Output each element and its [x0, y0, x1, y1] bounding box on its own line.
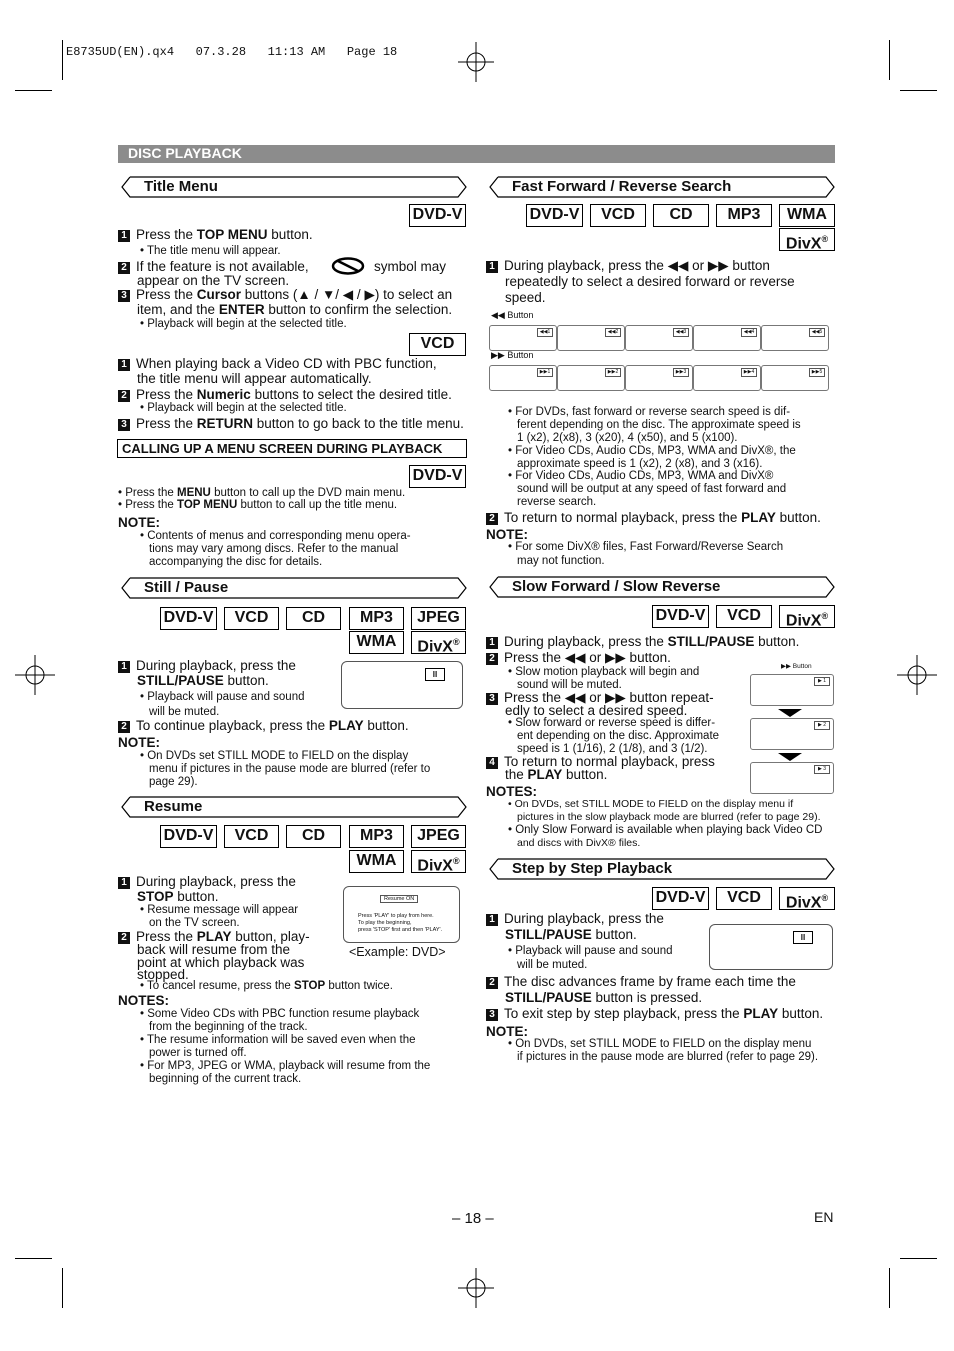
badge-jpeg: JPEG — [411, 825, 466, 848]
forward-frame — [761, 365, 829, 391]
print-header: E8735UD(EN).qx4 07.3.28 11:13 AM Page 18 — [66, 45, 398, 59]
step-number: 1 — [486, 914, 498, 926]
bullet — [140, 980, 393, 993]
text: STOP — [137, 889, 174, 904]
frame-indicator: ◀◀3 — [673, 328, 689, 337]
reverse-frame — [761, 325, 829, 351]
still-pause-heading — [118, 577, 467, 599]
frame-indicator: ▶▶5 — [809, 368, 825, 377]
badge-mp3: MP3 — [349, 825, 404, 848]
text: STILL/PAUSE — [137, 673, 224, 688]
step-number: 3 — [118, 290, 130, 302]
bullet: • For DVDs, fast forward or reverse search speed is dif- — [508, 406, 791, 418]
heading-text: Resume — [144, 798, 203, 815]
text: button to call up the title menu. — [237, 499, 398, 511]
note-label — [486, 527, 528, 542]
text: Press the ◀◀ or ▶▶ button. — [504, 650, 671, 665]
frame-indicator: ▶▶3 — [673, 368, 689, 377]
text: speed. — [505, 290, 546, 305]
step — [118, 356, 437, 371]
badge-vcd: VCD — [716, 887, 772, 910]
badge-divx — [779, 605, 835, 628]
step-number: 2 — [486, 653, 498, 665]
text: button to call up the DVD main menu. — [210, 487, 406, 499]
section-bar — [118, 145, 835, 163]
registration-mark — [15, 655, 55, 695]
text: will be muted. — [517, 959, 588, 971]
bullet: • Resume message will appear — [140, 904, 299, 916]
text: DivX — [417, 857, 453, 875]
text: back will resume from the — [137, 942, 291, 957]
text: the — [505, 767, 528, 782]
text: if pictures in the pause mode are blurred (refer to page 29). — [517, 1051, 819, 1063]
step-number: 1 — [118, 230, 130, 242]
text: If the feature is not available, — [136, 259, 309, 274]
badge-divx — [411, 850, 466, 873]
resume-on-label: Resume ON — [380, 895, 418, 903]
text: pictures in the slow playback mode are blurred (refer to page 29). — [517, 811, 821, 823]
resume-heading — [118, 796, 467, 818]
step — [118, 874, 296, 889]
crop-mark — [15, 90, 52, 91]
text: from the beginning of the track. — [149, 1021, 308, 1033]
text: Numeric — [196, 387, 251, 402]
text: • Press the — [118, 499, 177, 511]
text: Press the — [136, 387, 197, 402]
text: buttons to select the desired title. — [250, 387, 452, 402]
notes-label — [486, 784, 537, 799]
text: ® — [452, 856, 460, 866]
text: button is pressed. — [591, 990, 703, 1005]
text: TOP MENU — [177, 499, 238, 511]
text: RETURN — [196, 416, 254, 431]
text: button. — [363, 718, 409, 733]
page-number: – 18 – — [452, 1210, 494, 1227]
reverse-frame — [693, 325, 761, 351]
section-title: DISC PLAYBACK — [128, 145, 242, 161]
step — [118, 227, 313, 242]
bullet: • On DVDs, set STILL MODE to FIELD on the display menu — [508, 1038, 812, 1050]
badge-wma: WMA — [349, 850, 404, 873]
bullet: • The title menu will appear. — [140, 245, 281, 257]
text: the title menu will appear automatically. — [137, 371, 372, 386]
bullet: • Slow forward or reverse speed is differ- — [508, 717, 716, 729]
note-label — [486, 1024, 528, 1039]
reverse-frame — [489, 325, 557, 351]
step — [118, 259, 309, 274]
slow-heading — [486, 576, 835, 598]
text: appear on the TV screen. — [137, 273, 290, 288]
bullet: • On DVDs set STILL MODE to FIELD on the display — [140, 750, 409, 762]
frame-indicator: ▶ 1 — [814, 677, 830, 686]
text — [505, 990, 702, 1005]
frame-indicator: ▶ 2 — [814, 721, 830, 730]
slow-frame — [750, 674, 834, 706]
pause-icon: II — [793, 931, 813, 944]
text: ferent depending on the disc. The approximate speed is — [517, 419, 801, 431]
heading-text: Slow Forward / Slow Reverse — [512, 578, 721, 595]
text — [137, 889, 219, 904]
text: button twice. — [325, 980, 393, 992]
text: To return to normal playback, press — [504, 754, 715, 769]
bullet: • Contents of menus and corresponding menu opera- — [140, 530, 411, 542]
text: stopped. — [137, 967, 189, 982]
text: approximate speed is 1 (x2), 2 (x8), and 3 (x16). — [517, 458, 763, 470]
badge-mp3: MP3 — [716, 204, 772, 227]
frame-indicator: ▶▶1 — [537, 368, 553, 377]
text: symbol may — [374, 259, 447, 274]
badge-vcd: VCD — [224, 825, 279, 848]
text: STILL/PAUSE — [505, 927, 592, 942]
text: reverse search. — [517, 496, 597, 508]
text: NOTE: — [486, 1024, 528, 1039]
registration-mark — [458, 1268, 494, 1308]
step-number: 1 — [486, 261, 498, 273]
heading-text: Still / Pause — [144, 579, 229, 596]
badge-cd: CD — [286, 607, 341, 630]
step-number: 3 — [118, 419, 130, 431]
slow-frame — [750, 718, 834, 750]
text: button. — [562, 767, 608, 782]
note-label — [118, 515, 160, 530]
bullet: • Playback will pause and sound — [508, 945, 673, 957]
text: STOP — [294, 980, 326, 992]
frame-indicator: ◀◀5 — [809, 328, 825, 337]
badge-cd: CD — [286, 825, 341, 848]
badge-vcd: VCD — [224, 607, 279, 630]
text: When playing back a Video CD with PBC function, — [136, 356, 437, 371]
bullet: • For some DivX® files, Fast Forward/Reverse Search — [508, 541, 784, 553]
step — [118, 658, 296, 673]
frame-indicator: ◀◀2 — [605, 328, 621, 337]
screen-text: To play the beginning, — [358, 920, 412, 926]
text: button. — [267, 227, 313, 242]
reverse-frame — [557, 325, 625, 351]
text: DivX — [417, 638, 453, 656]
step-number: 2 — [486, 977, 498, 989]
step-number: 3 — [486, 1009, 498, 1021]
text: To return to normal playback, press the — [504, 510, 742, 525]
step-number: 2 — [118, 932, 130, 944]
badge-vcd: VCD — [590, 204, 646, 227]
text: ent depending on the disc. Approximate — [517, 730, 720, 742]
title-menu-heading — [118, 176, 467, 198]
bullet: • Playback will begin at the selected title. — [140, 402, 347, 414]
bullet — [118, 499, 397, 512]
text: item, and the — [137, 302, 219, 317]
badge-wma: WMA — [349, 631, 404, 654]
step — [118, 387, 452, 402]
frame-indicator: ▶▶2 — [605, 368, 621, 377]
bullet: • The resume information will be saved even when the — [140, 1034, 416, 1046]
frame-indicator: ▶▶4 — [741, 368, 757, 377]
step — [486, 650, 671, 665]
step — [486, 510, 821, 525]
bullet: • Playback will pause and sound — [140, 691, 305, 703]
text: accompanying the disc for details. — [149, 556, 323, 568]
text: DivX — [785, 894, 822, 912]
text: button. — [754, 634, 800, 649]
forward-button-label: ▶▶ Button — [781, 663, 812, 670]
step — [486, 974, 796, 989]
crop-mark — [15, 1258, 52, 1259]
step-number: 2 — [118, 262, 130, 274]
step-number: 1 — [118, 877, 130, 889]
text — [137, 673, 269, 688]
registration-mark — [897, 655, 937, 695]
crop-mark — [900, 1258, 937, 1259]
text: on the TV screen. — [149, 917, 240, 929]
bullet: • On DVDs, set STILL MODE to FIELD on the display menu if — [508, 798, 794, 810]
forward-frame — [489, 365, 557, 391]
badge-divx — [411, 631, 466, 654]
text — [505, 767, 607, 782]
text: buttons (▲ / ▼/ ◀ / ▶) to select an — [241, 287, 453, 302]
text: NOTE: — [486, 527, 528, 542]
crop-mark — [889, 40, 890, 80]
text: point at which playback was — [137, 955, 305, 970]
crop-mark — [62, 40, 63, 80]
text: sound will be muted. — [517, 679, 622, 691]
text: may not function. — [517, 555, 605, 567]
step — [486, 1006, 823, 1021]
text: edly to select a desired speed. — [505, 703, 688, 718]
text: STILL/PAUSE — [667, 634, 755, 649]
note-label — [118, 735, 160, 750]
down-arrow-icon — [778, 753, 802, 762]
step-number: 3 — [486, 693, 498, 705]
forward-button-label: ▶▶ Button — [491, 350, 534, 360]
text: NOTE: — [118, 735, 160, 750]
badge-dvdv: DVD-V — [652, 605, 709, 628]
screen-text: press 'STOP' first and then 'PLAY'. — [358, 927, 443, 933]
forward-frame — [693, 365, 761, 391]
step-number: 1 — [118, 359, 130, 371]
text: button. — [223, 673, 269, 688]
text: sound will be output at any speed of fast forward and — [517, 483, 787, 495]
text: page 29). — [149, 776, 198, 788]
text: PLAY — [743, 1006, 779, 1021]
step — [118, 718, 409, 733]
text: Press the — [136, 227, 197, 242]
bullet: • Only Slow Forward is available when playing back Video CD — [508, 824, 823, 836]
text: NOTES: — [486, 784, 538, 799]
text: tions may vary among discs. Refer to the manual — [149, 543, 399, 555]
text: NOTE: — [118, 515, 160, 530]
badge-vcd: VCD — [409, 333, 466, 356]
text: To continue playback, press the — [136, 718, 329, 733]
text: During playback, press the — [504, 634, 668, 649]
text: repeatedly to select a desired forward or reverse — [505, 274, 795, 289]
slow-frame — [750, 762, 834, 794]
text: button. — [778, 1006, 824, 1021]
badge-dvdv: DVD-V — [409, 465, 466, 488]
text: To exit step by step playback, press the — [504, 1006, 744, 1021]
text: PLAY — [527, 767, 563, 782]
bullet: • For Video CDs, Audio CDs, MP3, WMA and DivX® — [508, 470, 774, 482]
language-label: EN — [814, 1209, 834, 1225]
badge-dvdv: DVD-V — [409, 204, 466, 227]
text: PLAY — [196, 929, 232, 944]
fast-forward-heading — [486, 176, 835, 198]
text: DivX — [785, 612, 822, 630]
text: NOTES: — [118, 993, 170, 1008]
bullet: • For Video CDs, Audio CDs, MP3, WMA and DivX®, the — [508, 445, 796, 457]
tv-screen — [709, 924, 833, 970]
badge-vcd: VCD — [716, 605, 772, 628]
badge-jpeg: JPEG — [411, 607, 466, 630]
badge-dvdv: DVD-V — [160, 607, 217, 630]
text: button. — [173, 889, 219, 904]
registration-mark — [458, 42, 494, 82]
bullet: • Playback will begin at the selected title. — [140, 318, 347, 330]
forward-frame — [625, 365, 693, 391]
screen-text: Press 'PLAY' to play from here. — [358, 913, 434, 919]
crop-mark — [62, 1268, 63, 1308]
text: 1 (x2), 2(x8), 3 (x20), 4 (x50), and 5 (x100). — [517, 432, 738, 444]
example-caption: <Example: DVD> — [349, 945, 446, 959]
text: Press the — [136, 416, 197, 431]
step — [486, 634, 799, 649]
text: During playback, press the — [504, 911, 664, 926]
bullet: • Slow motion playback will begin and — [508, 666, 700, 678]
step-number: 2 — [118, 390, 130, 402]
bullet: • For MP3, JPEG or WMA, playback will resume from the — [140, 1060, 431, 1072]
notes-label — [118, 993, 169, 1008]
step — [118, 287, 452, 302]
text: STILL/PAUSE — [505, 990, 592, 1005]
text: ® — [452, 637, 460, 647]
badge-dvdv: DVD-V — [652, 887, 709, 910]
reverse-button-label: ◀◀ Button — [491, 310, 534, 320]
heading-text: Fast Forward / Reverse Search — [512, 178, 732, 195]
step — [118, 416, 464, 431]
badge-divx — [779, 887, 835, 910]
text: ENTER — [218, 302, 265, 317]
forward-frame — [557, 365, 625, 391]
text: TOP MENU — [196, 227, 268, 242]
text: PLAY — [328, 718, 364, 733]
text: and discs with DivX® files. — [517, 837, 641, 849]
text — [505, 927, 637, 942]
bullet: • Some Video CDs with PBC function resume playback — [140, 1008, 420, 1020]
text: MENU — [177, 487, 211, 499]
text: will be muted. — [149, 706, 220, 718]
text: Cursor — [196, 287, 242, 302]
badge-cd: CD — [653, 204, 709, 227]
step-number: 2 — [486, 513, 498, 525]
text: ® — [821, 234, 829, 244]
text — [137, 302, 452, 317]
frame-indicator: ◀◀1 — [537, 328, 553, 337]
text: DivX — [785, 235, 822, 253]
step-number: 4 — [486, 757, 498, 769]
text: speed is 1 (1/16), 2 (1/8), and 3 (1/2). — [517, 743, 708, 755]
frame-indicator: ▶ 3 — [814, 765, 830, 774]
badge-wma: WMA — [779, 204, 835, 227]
crop-mark — [900, 90, 937, 91]
crop-mark — [889, 1268, 890, 1308]
text: • To cancel resume, press the — [140, 980, 295, 992]
text: button to go back to the title menu. — [253, 416, 464, 431]
calling-menu-box: CALLING UP A MENU SCREEN DURING PLAYBACK — [117, 439, 467, 458]
text: button. — [591, 927, 637, 942]
text: During playback, press the ◀◀ or ▶▶ button — [504, 258, 770, 273]
heading-text: Step by Step Playback — [512, 860, 673, 877]
step-by-step-heading — [486, 858, 835, 880]
text: ® — [821, 893, 829, 903]
text: During playback, press the — [136, 874, 296, 889]
text: Press the — [136, 287, 197, 302]
step-number: 1 — [118, 661, 130, 673]
step-number: 2 — [118, 721, 130, 733]
text: The disc advances frame by frame each time the — [504, 974, 796, 989]
frame-indicator: ◀◀4 — [741, 328, 757, 337]
heading-text: Title Menu — [144, 178, 218, 195]
text: Press the ◀◀ or ▶▶ button repeat- — [504, 690, 714, 705]
step-number: 1 — [486, 637, 498, 649]
reverse-frame — [625, 325, 693, 351]
text: button. — [775, 510, 821, 525]
badge-mp3: MP3 — [349, 607, 404, 630]
text: Press the — [136, 929, 197, 944]
text: PLAY — [741, 510, 776, 525]
prohibited-icon — [331, 257, 365, 275]
text: beginning of the current track. — [149, 1073, 302, 1085]
badge-dvdv: DVD-V — [526, 204, 583, 227]
text: button to confirm the selection. — [264, 302, 453, 317]
down-arrow-icon — [778, 709, 802, 718]
pause-icon: II — [425, 668, 445, 681]
text: • Press the — [118, 487, 177, 499]
text: During playback, press the — [136, 658, 296, 673]
text: menu if pictures in the pause mode are blurred (refer to — [149, 763, 431, 775]
text: power is turned off. — [149, 1047, 247, 1059]
step — [486, 258, 770, 273]
badge-divx — [779, 228, 835, 251]
badge-dvdv: DVD-V — [160, 825, 217, 848]
text: button, play- — [231, 929, 310, 944]
step — [486, 911, 664, 926]
text: ® — [821, 611, 829, 621]
